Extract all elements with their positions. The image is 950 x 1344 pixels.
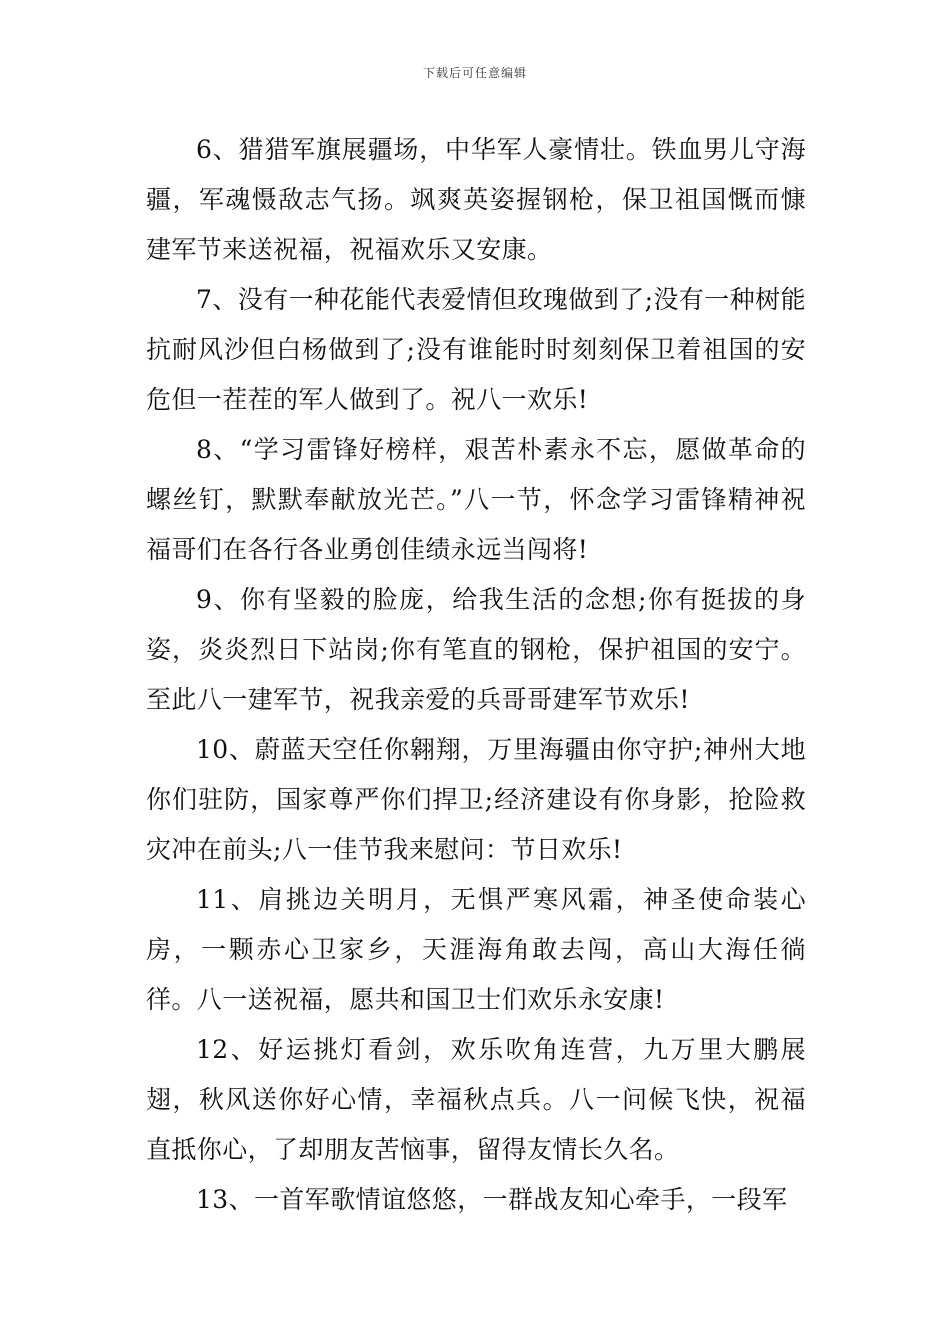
paragraph-11: 11、肩挑边关明月，无惧严寒风霜，神圣使命装心房，一颗赤心卫家乡，天涯海角敢去闯，高山大海任徜徉。八一送祝福，愿共和国卫士们欢乐永安康! — [146, 885, 806, 1014]
paragraph-7: 7、没有一种花能代表爱情但玫瑰做到了;没有一种树能抗耐风沙但白杨做到了;没有谁能时时刻刻保卫着祖国的安危但一茬茬的军人做到了。祝八一欢乐! — [146, 285, 806, 414]
paragraph-12: 12、好运挑灯看剑，欢乐吹角连营，九万里大鹏展翅，秋风送你好心情，幸福秋点兵。八一问候飞快，祝福直抵你心，了却朋友苦恼事，留得友情长久名。 — [146, 1035, 806, 1164]
paragraph-13: 13、一首军歌情谊悠悠，一群战友知心牵手，一段军 — [196, 1185, 788, 1214]
paragraph-10: 10、蔚蓝天空任你翱翔，万里海疆由你守护;神州大地你们驻防，国家尊严你们捍卫;经济建设有你身影，抢险救灾冲在前头;八一佳节我来慰问：节日欢乐! — [146, 735, 806, 864]
page-header: 下载后可任意编辑 — [422, 66, 527, 80]
document-body — [146, 125, 806, 1225]
paragraph-9: 9、你有坚毅的脸庞，给我生活的念想;你有挺拔的身姿，炎炎烈日下站岗;你有笔直的钢枪，保护祖国的安宁。至此八一建军节，祝我亲爱的兵哥哥建军节欢乐! — [146, 585, 806, 714]
paragraph-6: 6、猎猎军旗展疆场，中华军人豪情壮。铁血男儿守海疆，军魂慑敌志气扬。飒爽英姿握钢枪，保卫祖国慨而慷建军节来送祝福，祝福欢乐又安康。 — [146, 135, 806, 264]
paragraph-8: 8、“学习雷锋好榜样，艰苦朴素永不忘，愿做革命的螺丝钉，默默奉献放光芒。”八一节，怀念学习雷锋精神祝福哥们在各行各业勇创佳绩永远当闯将! — [146, 435, 806, 564]
